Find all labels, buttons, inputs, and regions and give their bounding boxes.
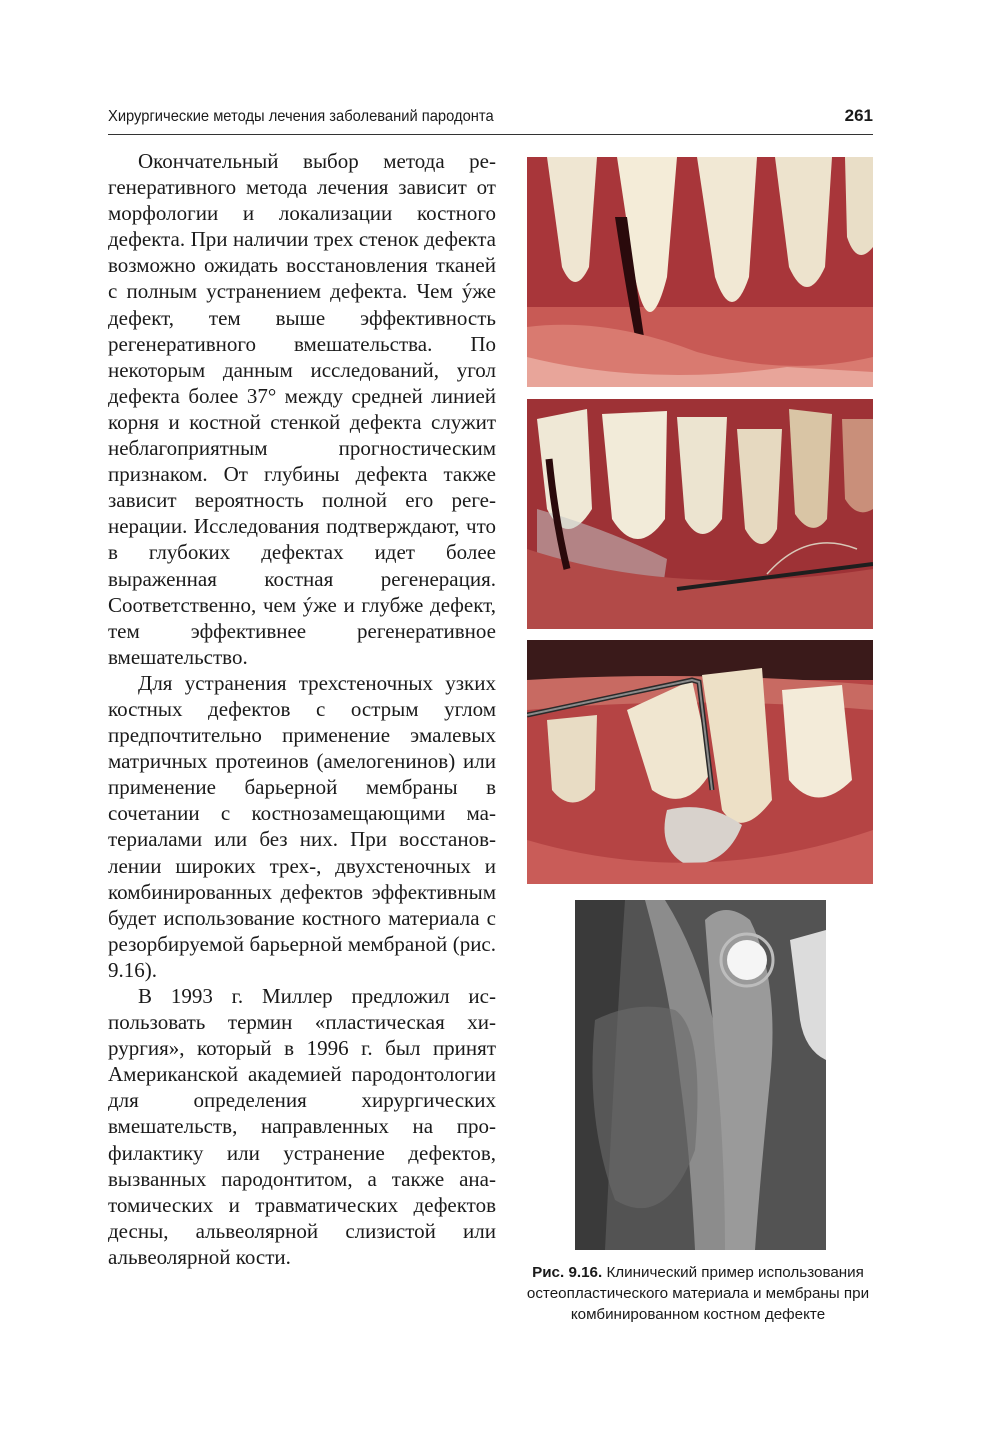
figure-label: Рис. 9.16. [532, 1264, 603, 1281]
clinical-photo-1 [527, 157, 873, 387]
figure-caption [522, 1262, 874, 1325]
xray-image [575, 900, 826, 1250]
paragraph-3: В 1993 г. Миллер предложил использовать термин «пластическая хирургия», который в 1996 г. был принят Американской академией пародонтологии для определения хирургических вмешательств, направленных на профилактику или устранение дефектов, вызванных пародонтитом, а также анатомических и травматических дефектов десны, альвеолярной слизистой или альвеолярной кости. [108, 984, 496, 1269]
figure-caption-text: Клинический пример использования остеопластического материала и мембраны при комбинированном костном дефекте [526, 1264, 870, 1323]
paragraph-1: Окончательный выбор метода регенеративного метода лечения зависит от морфологии и локализации костного дефекта. При наличии трех стенок дефекта возможно ожидать восстановления тканей с полным устранением дефекта. Чем ýже дефект, тем выше эффективность регенеративного вмешательства. По некоторым данным исследований, угол дефекта более 37° между средней линией корня и костной стенкой дефекта служит неблагоприятным прогностическим признаком. От глубины дефекта также зависит вероятность полной его регенерации. Исследования подтверждают, что в глубоких дефектах идет более выраженная костная регенерация. Соответственно, чем ýже и глубже дефект, тем эффективнее регенеративное вмешательство. [108, 149, 496, 669]
clinical-photo-3 [527, 640, 873, 884]
page-number: 261 [844, 106, 873, 125]
running-header [108, 104, 873, 135]
body-text [108, 148, 496, 1270]
running-title: Хирургические методы лечения заболеваний пародонта [108, 108, 494, 125]
paragraph-2: Для устранения трехстеночных узких костных дефектов с острым углом предпочтительно применение эмалевых матричных протеинов (амелогенинов) или применение барьерной мембраны в сочетании с костнозамещающими материалами или без них. При восстановлении широких трех-, двухстеночных и комбинированных дефектов эффективным будет использование костного материала с резорбируемой барьерной мембраной (рис. 9.16). [108, 670, 496, 982]
clinical-photo-2 [527, 399, 873, 629]
